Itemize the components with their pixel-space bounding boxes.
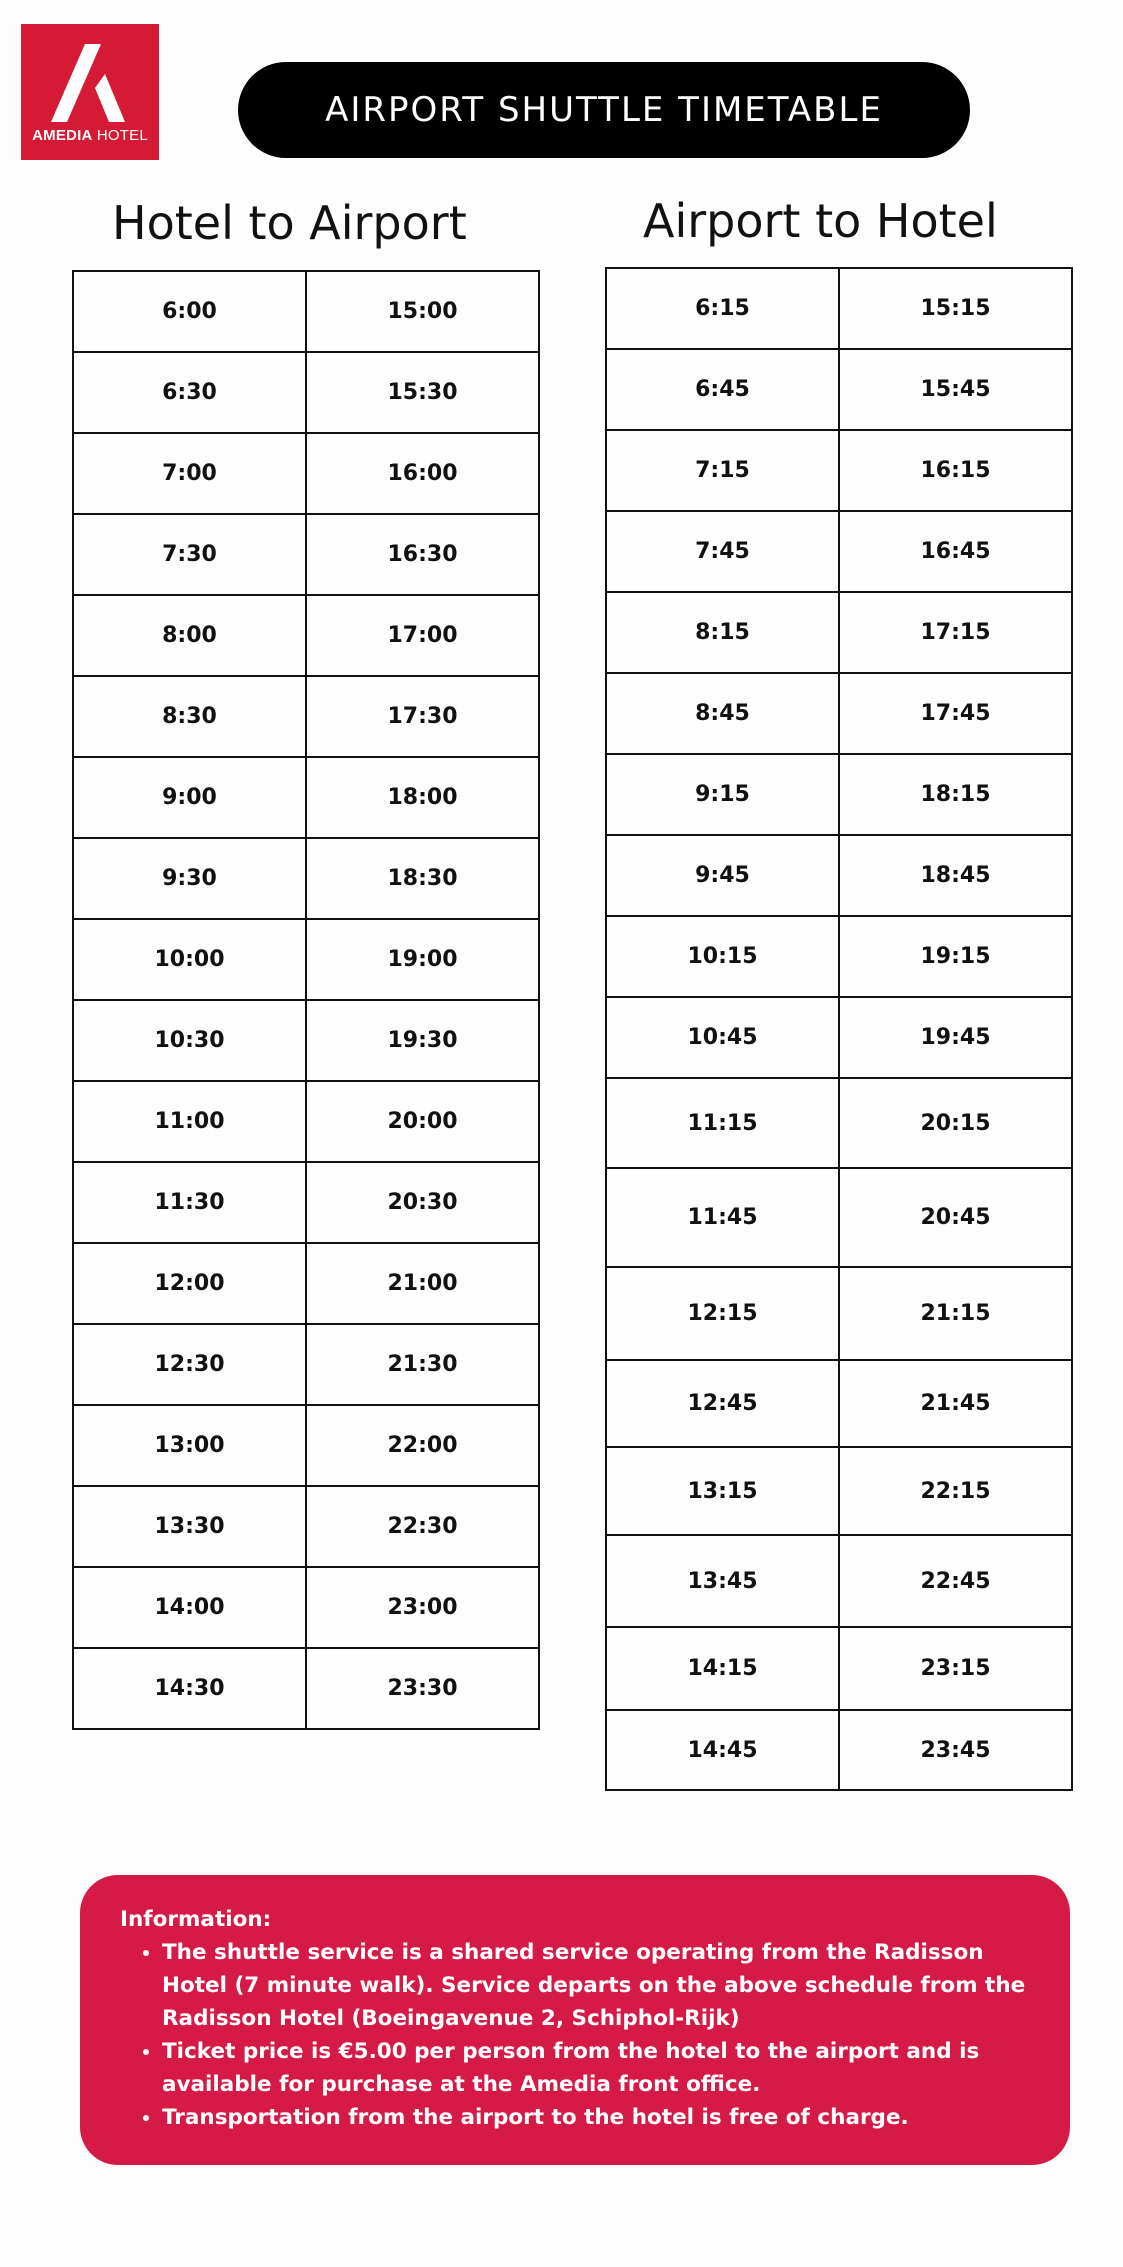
page-title: AIRPORT SHUTTLE TIMETABLE bbox=[238, 62, 970, 158]
departure-time-cell: 12:00 bbox=[73, 1243, 306, 1324]
departure-time-cell: 21:30 bbox=[306, 1324, 539, 1405]
timetable-row bbox=[73, 1324, 539, 1405]
departure-time-cell: 15:15 bbox=[839, 268, 1072, 349]
timetable-row bbox=[606, 1168, 1072, 1267]
departure-time-cell: 15:00 bbox=[306, 271, 539, 352]
departure-time-cell: 17:30 bbox=[306, 676, 539, 757]
departure-time-cell: 18:45 bbox=[839, 835, 1072, 916]
departure-time-cell: 13:00 bbox=[73, 1405, 306, 1486]
departure-time-cell: 8:15 bbox=[606, 592, 839, 673]
timetable-row bbox=[73, 271, 539, 352]
timetable-row bbox=[73, 1081, 539, 1162]
information-item: • Ticket price is €5.00 per person from the hotel to the airport and is available for purchase at the Amedia front office. bbox=[162, 2035, 1030, 2101]
timetable-row bbox=[73, 1567, 539, 1648]
departure-time-cell: 6:15 bbox=[606, 268, 839, 349]
timetable-row bbox=[606, 592, 1072, 673]
departure-time-cell: 9:00 bbox=[73, 757, 306, 838]
departure-time-cell: 8:00 bbox=[73, 595, 306, 676]
departure-time-cell: 12:15 bbox=[606, 1267, 839, 1360]
timetable-row bbox=[73, 757, 539, 838]
timetable-row bbox=[606, 754, 1072, 835]
timetable-row bbox=[73, 352, 539, 433]
timetable-row bbox=[606, 1447, 1072, 1535]
departure-time-cell: 19:30 bbox=[306, 1000, 539, 1081]
information-list bbox=[120, 1936, 1030, 2134]
departure-time-cell: 23:30 bbox=[306, 1648, 539, 1729]
departure-time-cell: 13:15 bbox=[606, 1447, 839, 1535]
departure-time-cell: 23:15 bbox=[839, 1627, 1072, 1710]
departure-time-cell: 18:00 bbox=[306, 757, 539, 838]
departure-time-cell: 21:45 bbox=[839, 1360, 1072, 1447]
departure-time-cell: 14:00 bbox=[73, 1567, 306, 1648]
departure-time-cell: 10:30 bbox=[73, 1000, 306, 1081]
departure-time-cell: 17:45 bbox=[839, 673, 1072, 754]
departure-time-cell: 9:30 bbox=[73, 838, 306, 919]
timetable-row bbox=[606, 673, 1072, 754]
departure-time-cell: 10:00 bbox=[73, 919, 306, 1000]
timetable-row bbox=[606, 835, 1072, 916]
departure-time-cell: 20:30 bbox=[306, 1162, 539, 1243]
timetable-row bbox=[606, 511, 1072, 592]
departure-time-cell: 22:30 bbox=[306, 1486, 539, 1567]
information-heading: Information: bbox=[120, 1907, 272, 1932]
airport-to-hotel-table bbox=[605, 267, 1073, 1791]
departure-time-cell: 20:00 bbox=[306, 1081, 539, 1162]
hotel-to-airport-table bbox=[72, 270, 540, 1730]
timetable-row bbox=[606, 1267, 1072, 1360]
departure-time-cell: 20:15 bbox=[839, 1078, 1072, 1168]
hotel-logo bbox=[21, 24, 159, 160]
departure-time-cell: 22:15 bbox=[839, 1447, 1072, 1535]
timetable-row bbox=[73, 514, 539, 595]
departure-time-cell: 14:30 bbox=[73, 1648, 306, 1729]
timetable-row bbox=[606, 268, 1072, 349]
departure-time-cell: 11:00 bbox=[73, 1081, 306, 1162]
departure-time-cell: 13:30 bbox=[73, 1486, 306, 1567]
timetable-row bbox=[73, 1486, 539, 1567]
timetable-row bbox=[606, 430, 1072, 511]
departure-time-cell: 19:00 bbox=[306, 919, 539, 1000]
departure-time-cell: 7:00 bbox=[73, 433, 306, 514]
timetable-row bbox=[606, 916, 1072, 997]
departure-time-cell: 22:00 bbox=[306, 1405, 539, 1486]
departure-time-cell: 8:45 bbox=[606, 673, 839, 754]
timetable-row bbox=[606, 1710, 1072, 1790]
departure-time-cell: 9:15 bbox=[606, 754, 839, 835]
timetable-row bbox=[73, 1405, 539, 1486]
departure-time-cell: 18:30 bbox=[306, 838, 539, 919]
departure-time-cell: 11:15 bbox=[606, 1078, 839, 1168]
departure-time-cell: 8:30 bbox=[73, 676, 306, 757]
departure-time-cell: 11:30 bbox=[73, 1162, 306, 1243]
departure-time-cell: 15:30 bbox=[306, 352, 539, 433]
departure-time-cell: 17:15 bbox=[839, 592, 1072, 673]
departure-time-cell: 19:15 bbox=[839, 916, 1072, 997]
timetable-row bbox=[73, 433, 539, 514]
departure-time-cell: 22:45 bbox=[839, 1535, 1072, 1627]
departure-time-cell: 7:15 bbox=[606, 430, 839, 511]
timetable-row bbox=[73, 595, 539, 676]
departure-time-cell: 7:30 bbox=[73, 514, 306, 595]
departure-time-cell: 19:45 bbox=[839, 997, 1072, 1078]
timetable-row bbox=[73, 1000, 539, 1081]
timetable-row bbox=[606, 997, 1072, 1078]
timetable-row bbox=[606, 1078, 1072, 1168]
departure-time-cell: 20:45 bbox=[839, 1168, 1072, 1267]
departure-time-cell: 7:45 bbox=[606, 511, 839, 592]
departure-time-cell: 18:15 bbox=[839, 754, 1072, 835]
departure-time-cell: 16:00 bbox=[306, 433, 539, 514]
information-item: • The shuttle service is a shared service operating from the Radisson Hotel (7 minute walk). Service departs on the above schedule from the Radisson Hotel (Boeingavenue 2, Schiphol-Rijk) bbox=[162, 1936, 1030, 2035]
timetable-row bbox=[73, 676, 539, 757]
departure-time-cell: 14:15 bbox=[606, 1627, 839, 1710]
departure-time-cell: 16:30 bbox=[306, 514, 539, 595]
timetable-row bbox=[73, 1162, 539, 1243]
airport-to-hotel-heading: Airport to Hotel bbox=[643, 194, 998, 248]
amedia-a-logo-icon bbox=[51, 44, 129, 122]
timetable-row bbox=[606, 1535, 1072, 1627]
departure-time-cell: 12:30 bbox=[73, 1324, 306, 1405]
information-item: • Transportation from the airport to the hotel is free of charge. bbox=[162, 2101, 1030, 2134]
timetable-row bbox=[73, 919, 539, 1000]
departure-time-cell: 16:45 bbox=[839, 511, 1072, 592]
departure-time-cell: 11:45 bbox=[606, 1168, 839, 1267]
timetable-row bbox=[73, 1648, 539, 1729]
timetable-row bbox=[606, 1360, 1072, 1447]
departure-time-cell: 23:00 bbox=[306, 1567, 539, 1648]
information-box bbox=[80, 1875, 1070, 2165]
timetable-row bbox=[73, 1243, 539, 1324]
departure-time-cell: 13:45 bbox=[606, 1535, 839, 1627]
timetable-row bbox=[606, 1627, 1072, 1710]
logo-brand-light: HOTEL bbox=[92, 127, 148, 144]
departure-time-cell: 15:45 bbox=[839, 349, 1072, 430]
departure-time-cell: 6:00 bbox=[73, 271, 306, 352]
departure-time-cell: 12:45 bbox=[606, 1360, 839, 1447]
departure-time-cell: 9:45 bbox=[606, 835, 839, 916]
departure-time-cell: 10:15 bbox=[606, 916, 839, 997]
departure-time-cell: 6:30 bbox=[73, 352, 306, 433]
logo-brand-text bbox=[21, 127, 159, 144]
departure-time-cell: 6:45 bbox=[606, 349, 839, 430]
timetable-row bbox=[606, 349, 1072, 430]
departure-time-cell: 23:45 bbox=[839, 1710, 1072, 1790]
hotel-to-airport-heading: Hotel to Airport bbox=[112, 196, 467, 250]
departure-time-cell: 14:45 bbox=[606, 1710, 839, 1790]
departure-time-cell: 21:00 bbox=[306, 1243, 539, 1324]
departure-time-cell: 16:15 bbox=[839, 430, 1072, 511]
departure-time-cell: 21:15 bbox=[839, 1267, 1072, 1360]
departure-time-cell: 17:00 bbox=[306, 595, 539, 676]
timetable-row bbox=[73, 838, 539, 919]
logo-brand-bold: AMEDIA bbox=[32, 127, 93, 144]
departure-time-cell: 10:45 bbox=[606, 997, 839, 1078]
